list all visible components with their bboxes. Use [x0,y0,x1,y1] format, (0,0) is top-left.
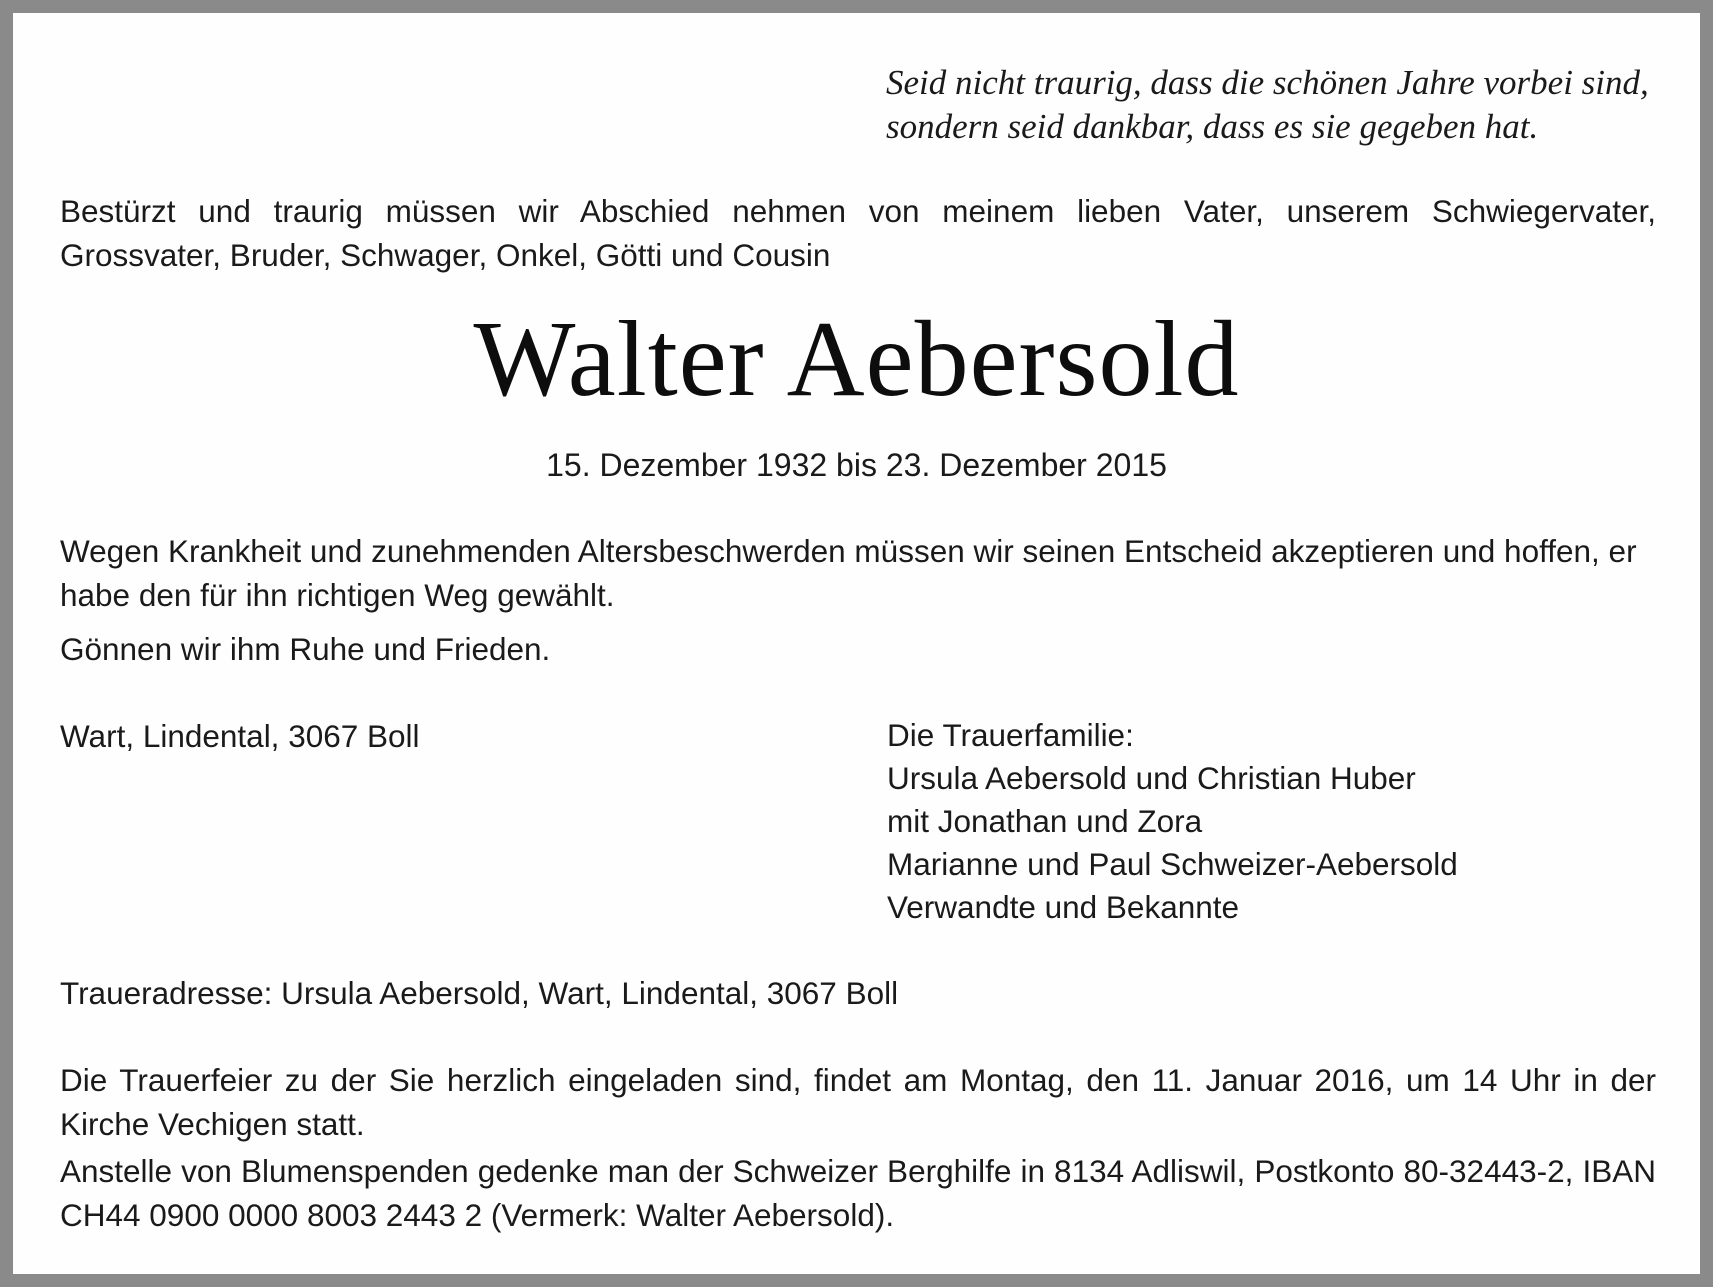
donation-paragraph: Anstelle von Blumenspenden gedenke man der Schweizer Berghilfe in 8134 Adliswil, Postkonto 80-32443-2, IBAN CH44 0900 0000 8003 2443 2 (Vermerk: Walter Aebersold). [60,1153,1656,1233]
deceased-name: Walter Aebersold [473,300,1240,419]
rest-paragraph: Gönnen wir ihm Ruhe und Frieden. [60,631,551,667]
ceremony-paragraph: Die Trauerfeier zu der Sie herzlich eingeladen sind, findet am Montag, den 11. Januar 2016, um 14 Uhr in der Kirche Vechigen statt. [60,1062,1656,1142]
family-member: Verwandte und Bekannte [887,889,1240,925]
mourning-family [887,714,1458,929]
decision-paragraph: Wegen Krankheit und zunehmenden Altersbeschwerden müssen wir seinen Entscheid akzeptieren und hoffen, er habe den für ihn richtigen Weg gewählt. [60,533,1637,613]
residence-place: Wart, Lindental, 3067 Boll [60,718,420,754]
epigraph-line-1: Seid nicht traurig, dass die schönen Jahre vorbei sind, [886,63,1649,102]
epigraph-line-2: sondern seid dankbar, dass es sie gegeben hat. [886,107,1539,146]
intro-paragraph: Bestürzt und traurig müssen wir Abschied nehmen von meinem lieben Vater, unserem Schwiegervater, Grossvater, Bruder, Schwager, Onkel, Götti und Cousin [60,193,1656,273]
life-dates: 15. Dezember 1932 bis 23. Dezember 2015 [546,447,1167,483]
family-member: Marianne und Paul Schweizer-Aebersold [887,846,1458,882]
family-heading: Die Trauerfamilie: [887,717,1134,753]
obituary-notice [13,13,1700,1274]
mourning-address: Traueradresse: Ursula Aebersold, Wart, Lindental, 3067 Boll [60,975,899,1011]
family-member: Ursula Aebersold und Christian Huber [887,760,1416,796]
epigraph-quote [886,61,1666,149]
family-member: mit Jonathan und Zora [887,803,1203,839]
